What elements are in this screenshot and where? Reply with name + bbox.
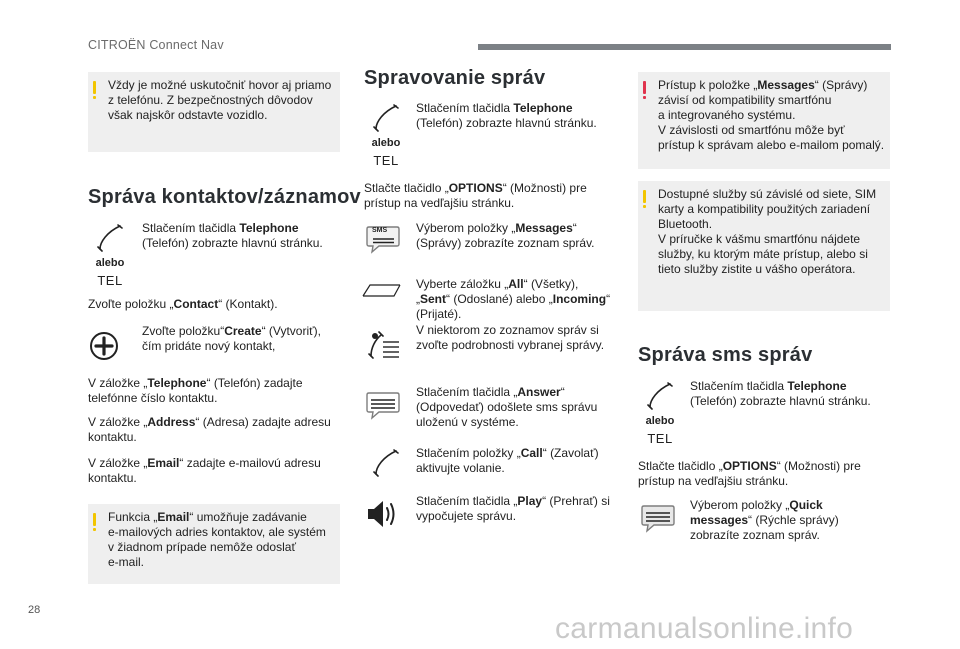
step-telephone: Stlačením tlačidla Telephone (Telefón) zobrazte hlavnú stránku. (142, 221, 323, 250)
step-call: Stlačením položky „Call“ (Zavolať) aktivujte volanie. (416, 446, 599, 475)
tel-label: TEL (647, 431, 673, 446)
paragraph-options: Stlačte tlačidlo „OPTIONS“ (Možnosti) pre prístup na vedľajšiu stránku. (364, 181, 587, 210)
add-contact-plus-icon (89, 331, 119, 361)
alebo-label: alebo (371, 137, 401, 149)
info-mark-icon (643, 190, 646, 203)
note-text: Funkcia „Email“ umožňuje zadávanie e-mailových adries kontaktov, ale systém v žiadnom prípade nemôže odoslať e-mail. (108, 510, 326, 569)
alebo-label: alebo (95, 257, 125, 269)
tab-selector-icon (362, 282, 402, 302)
step-telephone: Stlačením tlačidla Telephone (Telefón) zobrazte hlavnú stránku. (690, 379, 871, 408)
page-number: 28 (28, 604, 41, 616)
section-heading-sms: Správa sms správ (638, 344, 813, 366)
paragraph-email: V záložke „Email“ zadajte e-mailovú adresu kontaktu. (88, 456, 321, 485)
step-tabs: Vyberte záložku „All“ (Všetky), „Sent“ (Odoslané) alebo „Incoming“ (Prijaté). (416, 277, 611, 321)
paragraph-address: V záložke „Address“ (Adresa) zadajte adresu kontaktu. (88, 415, 331, 444)
step-detail: V niektorom zo zoznamov správ si zvoľte podrobnosti vybranej správy. (416, 323, 605, 352)
call-phone-icon (371, 447, 401, 477)
info-mark-icon (93, 513, 96, 526)
step-answer: Stlačením tlačidla „Answer“ (Odpovedať) odošlete sms správu uloženú v systéme. (416, 385, 598, 429)
note-text: Prístup k položke „Messages“ (Správy) závisí od kompatibility smartfónu a integrovaného systému. V závislosti od smartfónu môže byť prístup k správam alebo e-mailom pomalý. (658, 78, 885, 152)
tel-label: TEL (97, 273, 123, 288)
watermark: carmanualsonline.info (555, 612, 854, 645)
quick-messages-icon (640, 503, 676, 535)
note-box-hint (88, 72, 340, 152)
note-box-warning (638, 72, 890, 169)
info-mark-icon (93, 81, 96, 94)
phone-icon (645, 380, 675, 410)
note-text: Dostupné služby sú závislé od siete, SIM karty a kompatibility použitých zariadení Bluetooth. V príručke k vášmu smartfónu nájdete služby, ku ktorým máte prístup, alebo si tieto služby zistite u vášho operátora. (658, 187, 877, 276)
section-heading-contacts: Správa kontaktov/záznamov (88, 186, 361, 208)
header-bar (478, 44, 891, 50)
step-create: Zvoľte položku“Create“ (Vytvoriť), čím pridáte nový kontakt, (142, 324, 321, 353)
note-box-email (88, 504, 340, 584)
phone-icon (95, 222, 125, 252)
note-box-services (638, 181, 890, 311)
tel-label: TEL (373, 153, 399, 168)
section-heading-messages: Spravovanie správ (364, 67, 546, 89)
warning-mark-icon (643, 81, 646, 94)
sms-badge: SMS (372, 227, 388, 234)
message-detail-icon (365, 326, 401, 362)
info-mark-dot-icon (643, 205, 646, 208)
answer-message-icon (365, 390, 401, 420)
phone-icon (371, 102, 401, 132)
manual-title: CITROËN Connect Nav (88, 38, 224, 52)
speaker-play-icon (365, 497, 401, 531)
sms-bubble-icon (365, 224, 401, 254)
paragraph-telephone: V záložke „Telephone“ (Telefón) zadajte telefónne číslo kontaktu. (88, 376, 303, 405)
alebo-label: alebo (645, 415, 675, 427)
step-play: Stlačením tlačidla „Play“ (Prehrať) si vypočujete správu. (416, 494, 610, 523)
info-mark-dot-icon (93, 528, 96, 531)
note-text: Vždy je možné uskutočniť hovor aj priamo z telefónu. Z bezpečnostných dôvodov však najskôr odstavte vozidlo. (108, 78, 332, 122)
step-telephone: Stlačením tlačidla Telephone (Telefón) zobrazte hlavnú stránku. (416, 101, 597, 130)
step-quick-messages: Výberom položky „Quick messages“ (Rýchle správy) zobrazíte zoznam správ. (690, 498, 839, 542)
paragraph-contact: Zvoľte položku „Contact“ (Kontakt). (88, 297, 278, 311)
warning-mark-dot-icon (643, 96, 646, 99)
paragraph-options: Stlačte tlačidlo „OPTIONS“ (Možnosti) pre prístup na vedľajšiu stránku. (638, 459, 861, 488)
step-messages: Výberom položky „Messages“ (Správy) zobrazíte zoznam správ. (416, 221, 595, 250)
info-mark-dot-icon (93, 96, 96, 99)
